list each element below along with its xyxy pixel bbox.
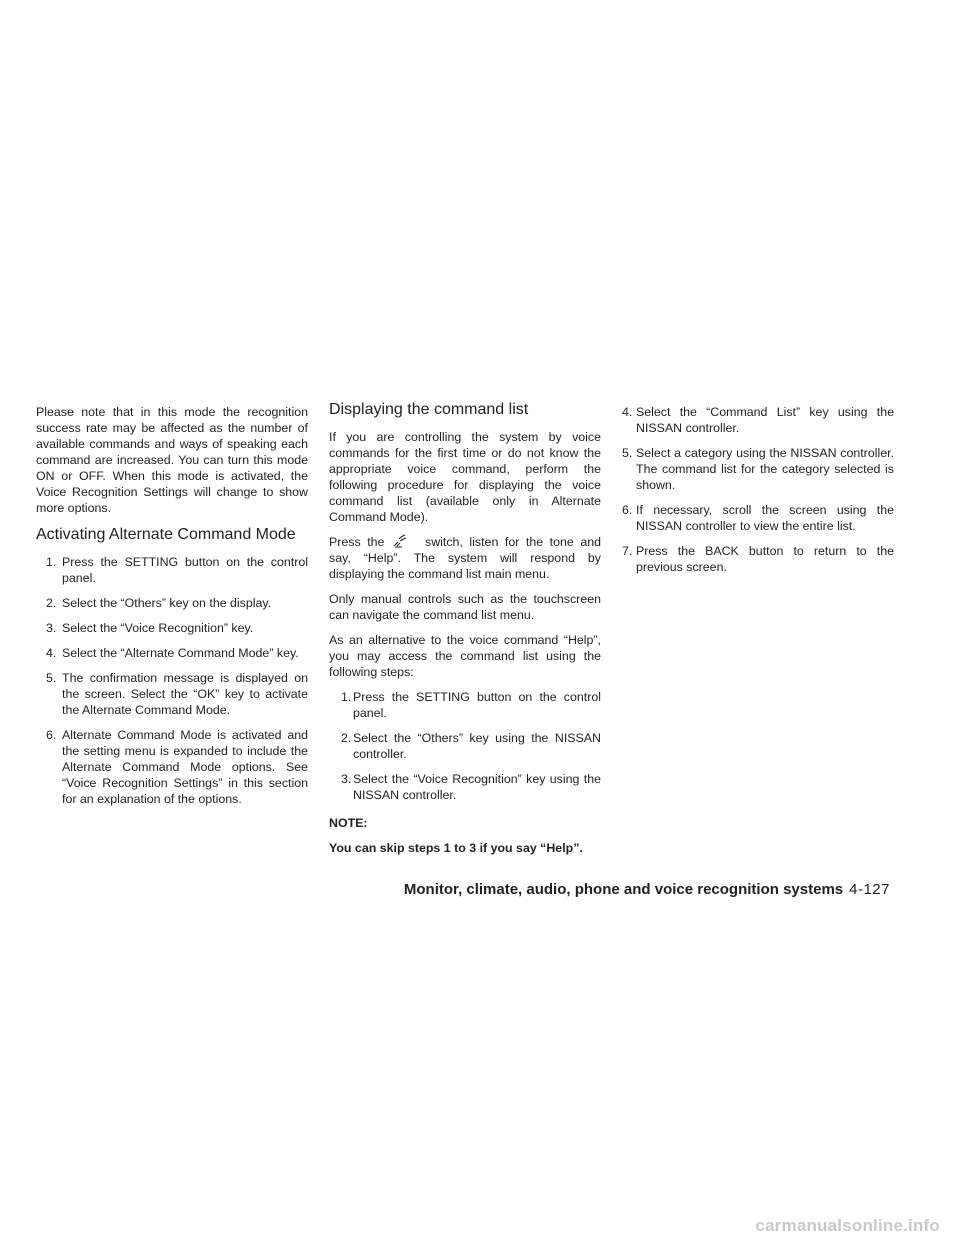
note-text: You can skip steps 1 to 3 if you say “Help”. (329, 841, 583, 855)
page-footer (0, 880, 890, 900)
steps-list-alternate-mode (36, 554, 308, 807)
steps-list-manual (329, 689, 601, 803)
intro-paragraph: Please note that in this mode the recognition success rate may be affected as the number of available commands and ways of speaking each command are increased. You can turn this mode ON or OFF. When this mode is activated, the Voice Recognition Settings will change to show more options. (36, 405, 308, 515)
list-item: 5. Select a category using the NISSAN controller. The command list for the category selected is shown. (622, 446, 894, 492)
column-3 (622, 404, 894, 584)
section-heading-command-list: Displaying the command list (329, 401, 529, 418)
steps-list-continued (622, 404, 894, 575)
column-1 (36, 404, 308, 816)
watermark: carmanualsonline.info (755, 1216, 940, 1235)
paragraph-4: As an alternative to the voice command “Help”, you may access the command list using the following steps: (329, 633, 601, 679)
list-item: 4. Select the “Alternate Command Mode” key. (46, 646, 299, 660)
list-item: 4. Select the “Command List” key using the NISSAN controller. (622, 405, 894, 435)
paragraph-1: If you are controlling the system by voice commands for the first time or do not know the appropriate voice command, perform the following procedure for displaying the voice command list (available only in Alternate Command Mode). (329, 430, 601, 524)
list-item: 6. If necessary, scroll the screen using the NISSAN controller to view the entire list. (622, 503, 894, 533)
paragraph-3: Only manual controls such as the touchscreen can navigate the command list menu. (329, 592, 601, 622)
list-item: 2. Select the “Others” key using the NISSAN controller. (341, 731, 601, 761)
page-number: 4-127 (849, 881, 890, 898)
list-item: 3. Select the “Voice Recognition” key. (46, 621, 254, 635)
list-item: 3. Select the “Voice Recognition” key using the NISSAN controller. (341, 772, 601, 802)
list-item: 1. Press the SETTING button on the control panel. (46, 555, 308, 585)
list-item: 2. Select the “Others” key on the display. (46, 596, 272, 610)
footer-section-title: Monitor, climate, audio, phone and voice recognition systems (403, 881, 844, 898)
voice-talk-icon (393, 534, 409, 548)
list-item: 1. Press the SETTING button on the control panel. (341, 690, 601, 720)
list-item: 6. Alternate Command Mode is activated and the setting menu is expanded to include the Alternate Command Mode options. See “Voice Recognition Settings” in this section for an explanation of the options. (46, 728, 308, 806)
paragraph-2: Press the switch, listen for the tone and say, “Help”. The system will respond by displaying the command list main menu. (329, 535, 601, 581)
column-2 (329, 401, 601, 865)
section-heading-alternate-mode: Activating Alternate Command Mode (36, 526, 296, 543)
list-item: 7. Press the BACK button to return to the previous screen. (622, 544, 894, 574)
list-item: 5. The confirmation message is displayed on the screen. Select the “OK” key to activate the Alternate Command Mode. (46, 671, 308, 717)
note-label: NOTE: (329, 816, 368, 830)
